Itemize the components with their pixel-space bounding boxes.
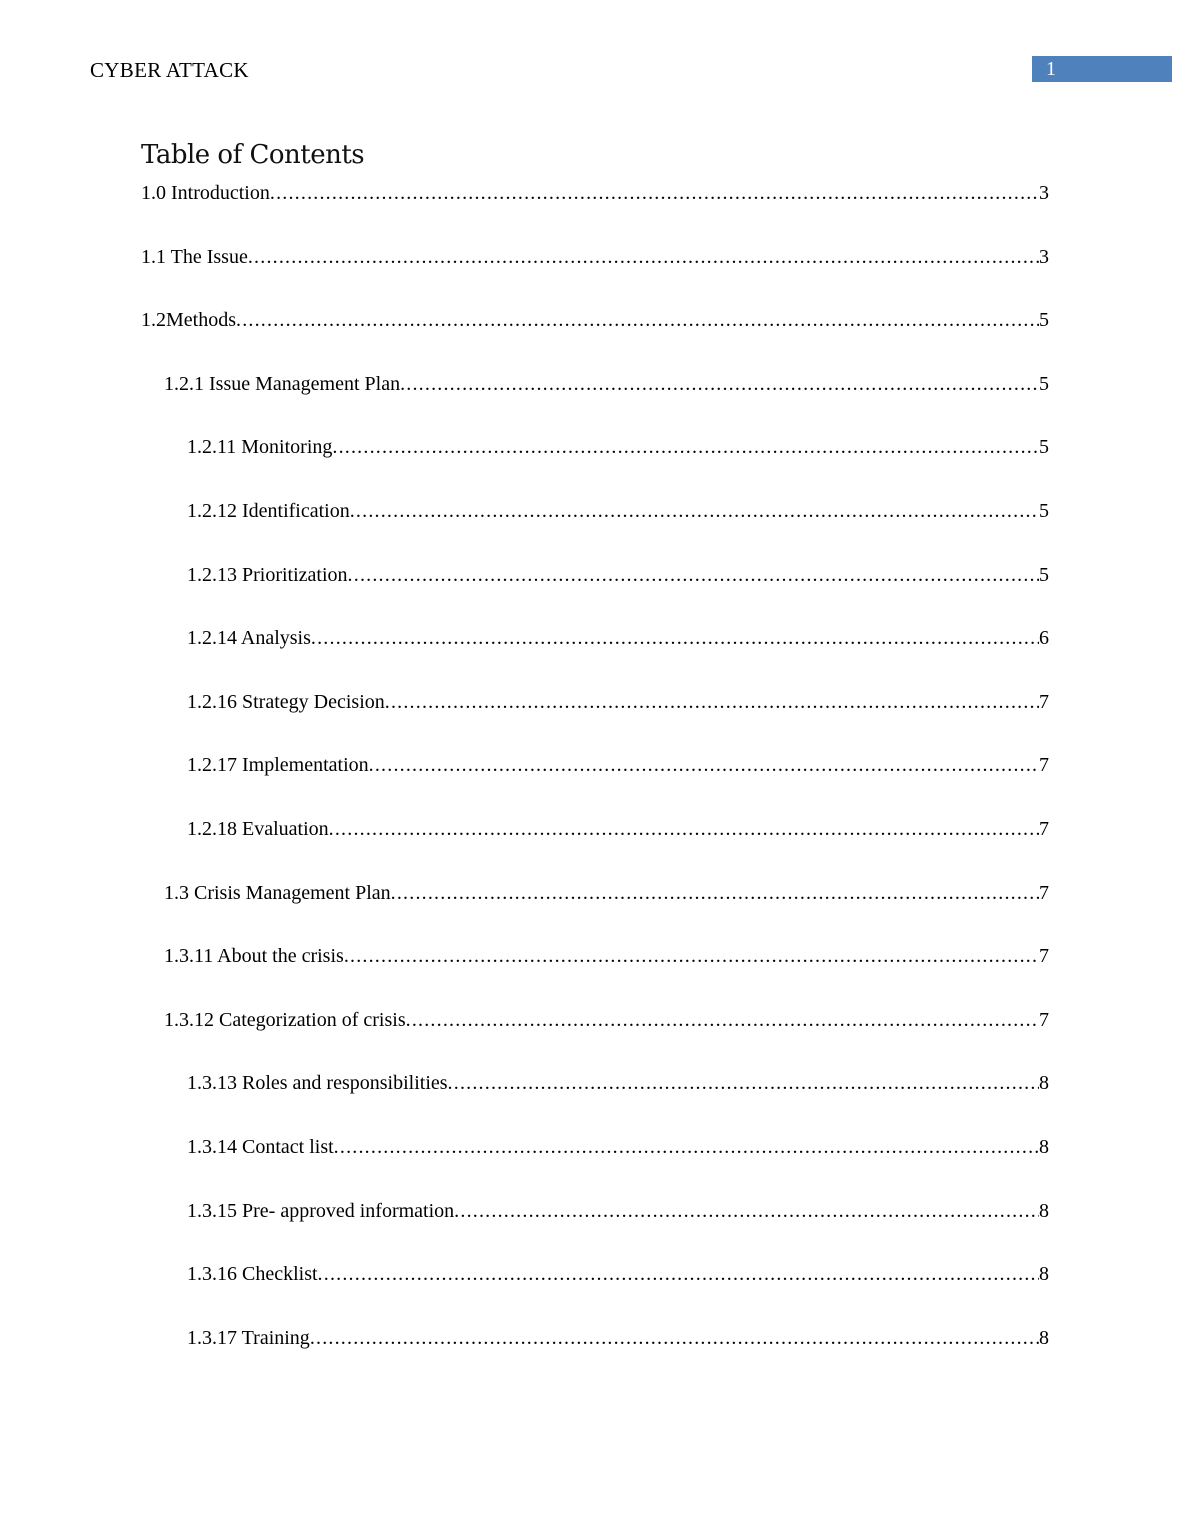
toc-leader-dots xyxy=(332,434,1039,460)
toc-entry-page: 7 xyxy=(1039,754,1049,777)
toc-entry-label: 1.3.14 Contact list xyxy=(187,1136,334,1158)
toc-leader-dots xyxy=(391,880,1039,906)
toc-leader-dots xyxy=(311,625,1039,651)
toc-entry[interactable] xyxy=(164,880,1049,906)
toc-entry-page: 8 xyxy=(1039,1199,1049,1222)
toc-entry[interactable] xyxy=(187,816,1049,842)
page-number-badge: 1 xyxy=(1032,56,1172,82)
toc-entry-label: 1.2.17 Implementation xyxy=(187,754,369,777)
running-header-title: CYBER ATTACK xyxy=(90,58,249,82)
toc-entry-label: 1.0 Introduction xyxy=(141,182,270,204)
toc-leader-dots xyxy=(329,816,1039,842)
toc-entry-page: 7 xyxy=(1039,690,1049,713)
toc-leader-dots xyxy=(270,180,1039,206)
toc-leader-dots xyxy=(344,943,1039,969)
toc-entry-page: 7 xyxy=(1039,881,1049,904)
toc-entry-label: 1.3.16 Checklist xyxy=(187,1263,318,1286)
toc-leader-dots xyxy=(334,1134,1039,1160)
toc-entry-label: 1.2.16 Strategy Decision xyxy=(187,690,385,713)
toc-entry[interactable] xyxy=(164,1007,1049,1033)
toc-entry-page: 8 xyxy=(1039,1326,1049,1349)
toc-entry-page: 8 xyxy=(1039,1072,1049,1095)
toc-leader-dots xyxy=(348,562,1039,588)
toc-entry-label: 1.3.17 Training xyxy=(187,1326,310,1349)
toc-entry-label: 1.3 Crisis Management Plan xyxy=(164,881,391,904)
toc-entry[interactable] xyxy=(187,1198,1049,1224)
toc-entry[interactable] xyxy=(187,752,1049,778)
toc-entry-page: 7 xyxy=(1039,1008,1049,1031)
toc-entry[interactable] xyxy=(164,371,1049,397)
toc-entry-page: 5 xyxy=(1039,563,1049,586)
toc-entry[interactable] xyxy=(187,434,1049,460)
toc-entry-label: 1.2.18 Evaluation xyxy=(187,818,329,840)
toc-entry[interactable] xyxy=(187,1070,1049,1096)
toc-entry-label: 1.3.12 Categorization of crisis xyxy=(164,1008,406,1031)
toc-entry-page: 8 xyxy=(1039,1263,1049,1286)
toc-entry[interactable] xyxy=(141,307,1049,333)
toc-entry-page: 8 xyxy=(1039,1136,1049,1158)
toc-entry[interactable] xyxy=(187,1261,1049,1287)
toc-entry-label: 1.2.1 Issue Management Plan xyxy=(164,372,401,395)
toc-leader-dots xyxy=(369,752,1039,778)
toc-entry-page: 5 xyxy=(1039,372,1049,395)
toc-entry-label: 1.2.13 Prioritization xyxy=(187,563,348,586)
toc-leader-dots xyxy=(406,1007,1039,1033)
toc-leader-dots xyxy=(454,1198,1039,1224)
toc-entry-page: 5 xyxy=(1039,436,1049,459)
toc-leader-dots xyxy=(400,371,1039,397)
toc-entry-label: 1.2.11 Monitoring xyxy=(187,436,333,459)
toc-leader-dots xyxy=(318,1261,1039,1287)
toc-entry[interactable] xyxy=(187,562,1049,588)
toc-entry-page: 3 xyxy=(1039,245,1049,268)
toc-leader-dots xyxy=(248,244,1039,270)
toc-entry-page: 7 xyxy=(1039,818,1049,840)
toc-entry[interactable] xyxy=(187,1134,1049,1160)
toc-entry-page: 7 xyxy=(1039,945,1049,968)
toc-entry-label: 1.2.14 Analysis xyxy=(187,627,311,650)
toc-entry-label: 1.2Methods xyxy=(141,309,236,332)
toc-entry-page: 3 xyxy=(1039,182,1049,204)
toc-entry[interactable] xyxy=(141,244,1049,270)
toc-entry-label: 1.3.13 Roles and responsibilities xyxy=(187,1072,448,1095)
toc-entry[interactable] xyxy=(187,625,1049,651)
toc-leader-dots xyxy=(350,498,1039,524)
toc-entry[interactable] xyxy=(141,180,1049,206)
toc-leader-dots xyxy=(448,1070,1039,1096)
toc-heading: Table of Contents xyxy=(141,140,365,170)
toc-entry[interactable] xyxy=(187,498,1049,524)
toc-entry[interactable] xyxy=(187,689,1049,715)
toc-entry-page: 5 xyxy=(1039,500,1049,522)
toc-leader-dots xyxy=(236,307,1039,333)
toc-leader-dots xyxy=(310,1325,1039,1351)
toc-entry-page: 5 xyxy=(1039,309,1049,332)
toc-entry-page: 6 xyxy=(1039,627,1049,650)
toc-leader-dots xyxy=(385,689,1039,715)
toc-entry-label: 1.3.11 About the crisis xyxy=(164,945,344,968)
toc-entry[interactable] xyxy=(187,1325,1049,1351)
toc-entry-label: 1.1 The Issue xyxy=(141,245,248,268)
toc-entry[interactable] xyxy=(164,943,1049,969)
toc-entry-label: 1.2.12 Identification xyxy=(187,500,350,522)
toc-entry-label: 1.3.15 Pre- approved information xyxy=(187,1199,455,1222)
